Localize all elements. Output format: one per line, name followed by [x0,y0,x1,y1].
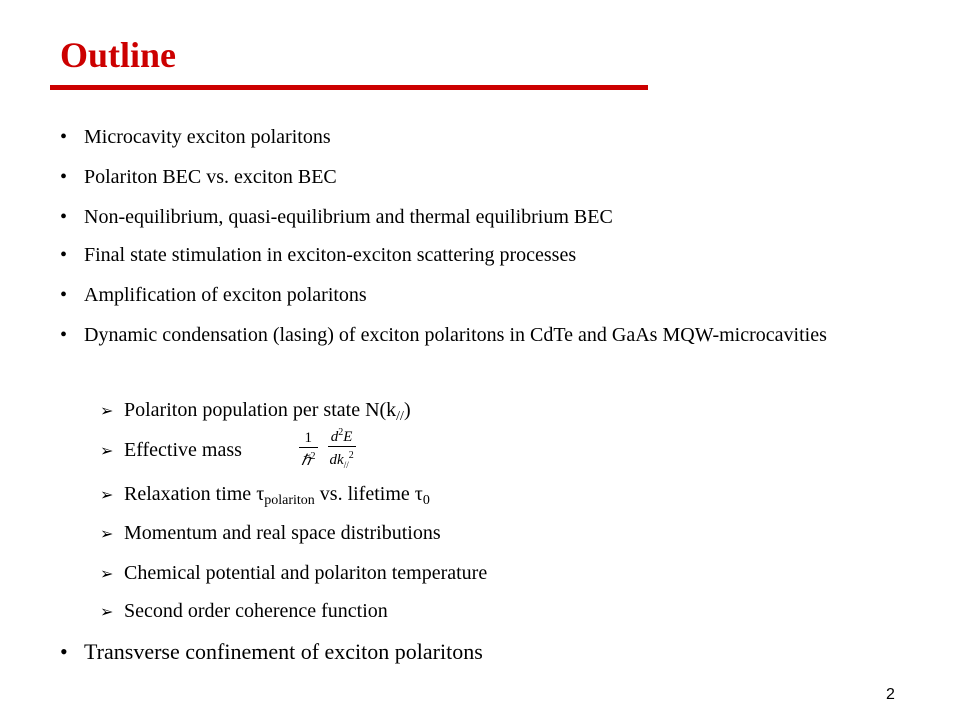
sub-bullet-text-end: ) [403,399,411,421]
fraction-one-over-hbar [299,429,318,470]
sub-bullet-text: Effective mass [124,439,242,461]
bullet-dot: • [60,166,68,188]
effective-mass-formula [296,424,359,474]
energy-symbol: E [343,429,353,445]
bullet-text: Final state stimulation in exciton-exciton scattering processes [84,244,577,266]
subscript: polariton [264,493,315,508]
numerator: 1 [299,429,318,448]
sub-bullet-item [100,397,411,430]
subscript: 0 [422,493,430,508]
arrow-bullet-icon: ➢ [100,401,114,420]
arrow-bullet-icon: ➢ [100,441,114,460]
bullet-text: Non-equilibrium, quasi-equilibrium and thermal equilibrium BEC [84,206,613,228]
bullet-dot: • [60,206,68,228]
exponent: 2 [310,450,316,462]
bullet-dot: • [60,284,68,306]
sub-bullet-item [100,560,487,587]
sub-bullet-item [100,520,441,547]
bullet-text: Microcavity exciton polaritons [84,126,331,148]
k-subscript: // [343,460,349,470]
arrow-bullet-icon: ➢ [100,564,114,583]
denominator [328,447,356,474]
hbar-symbol: ℏ [301,452,311,469]
exponent: 2 [348,450,354,461]
exponent: 2 [338,427,344,438]
d-symbol: d [330,429,339,445]
denominator [299,448,318,470]
bullet-dot: • [60,244,68,266]
bullet-text: Polariton BEC vs. exciton BEC [84,166,337,188]
arrow-bullet-icon: ➢ [100,602,114,621]
tau-symbol: τ [414,483,423,505]
sub-bullet-text: Second order coherence function [124,600,388,622]
bullet-dot: • [60,324,68,346]
dk-symbol: dk [329,452,344,468]
sub-bullet-text: Chemical potential and polariton temperature [124,562,488,584]
page-number: 2 [886,686,895,703]
sub-bullet-item [100,437,242,464]
bullet-dot: • [60,639,68,664]
slide-title: Outline [60,35,177,75]
arrow-bullet-icon: ➢ [100,524,114,543]
sub-bullet-text: vs. lifetime [314,483,415,505]
fraction-second-derivative [328,424,356,474]
sub-bullet-item [100,598,388,625]
bullet-dot: • [60,126,68,148]
sub-bullet-text: Relaxation time [124,483,257,505]
tau-symbol: τ [256,483,265,505]
bullet-text: Transverse confinement of exciton polaritons [84,639,483,664]
bullet-text: Dynamic condensation (lasing) of exciton polaritons in CdTe and GaAs MQW-microcavities [84,324,827,346]
sub-bullet-item [100,481,430,514]
sub-bullet-text: Polariton population per state N(k [124,399,397,421]
numerator [328,424,356,447]
arrow-bullet-icon: ➢ [100,485,114,504]
sub-bullet-text: Momentum and real space distributions [124,522,441,544]
subscript: // [396,409,404,424]
bullet-text: Amplification of exciton polaritons [84,284,367,306]
title-underline [50,85,648,90]
